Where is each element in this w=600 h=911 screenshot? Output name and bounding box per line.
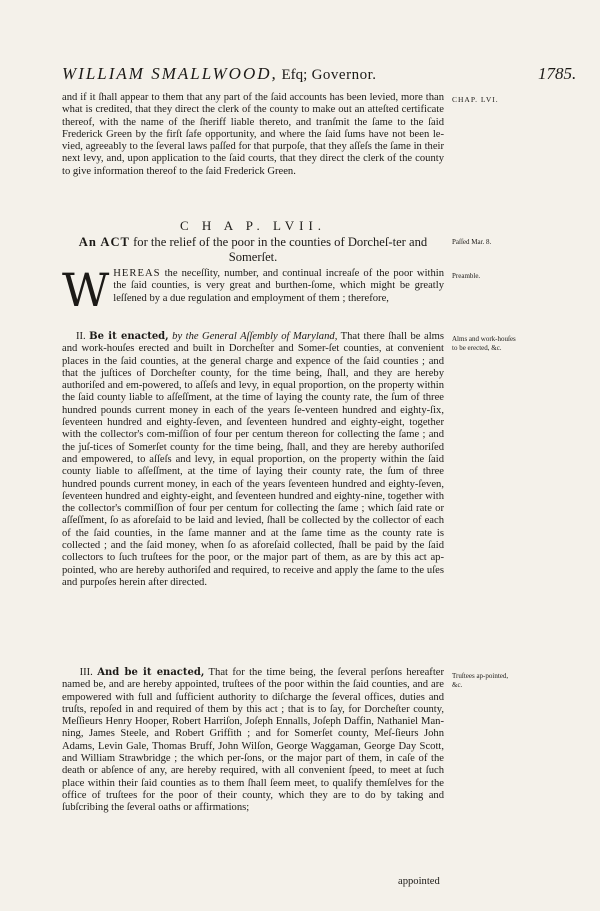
margin-note-chap-56: CHAP. LVI. bbox=[452, 95, 499, 104]
header-governor: Governor. bbox=[307, 67, 377, 83]
margin-note-preamble: Preamble. bbox=[452, 272, 481, 280]
header-name: WILLIAM SMALLWOOD, bbox=[62, 64, 278, 83]
preamble-lead: HEREAS bbox=[113, 268, 161, 279]
page-number: 1785. bbox=[538, 64, 577, 83]
section-2-enact: Be it enacted, bbox=[89, 331, 169, 342]
header-esq: Efq; bbox=[277, 67, 308, 83]
running-header bbox=[62, 64, 502, 84]
act-title-lead: An ACT bbox=[78, 235, 130, 249]
section-3-enact: And be it enacted, bbox=[97, 667, 205, 678]
chapter-title: C H A P. LVII. bbox=[179, 218, 327, 233]
preamble-text: the neceſſity, number, and continual increaſe of the poor within the ſaid counties, is very great and burthen-ſome, which might be greatly leſſened by a due regulation and employment of them ; therefore, bbox=[113, 268, 444, 304]
section-3 bbox=[62, 667, 444, 815]
section-3-text: That for the time being, the ſeveral perſons hereafter named be, and are hereby appointed, truſtees of the poor within the ſaid counties, and are empowered with full and ſufficient authority to diſcharge the ſeveral offices, duties and truſts, repoſed in and required of them by this act ; that is to ſay, for Dorcheſter county, Meſſieurs Henry Hooper, Robert Harriſon, Joſeph Ennalls, Joſeph Daffin, Nathaniel Man-ning, James Steele, and Robert Griffith ; and for Somerſet county, Meſ-ſieurs John Adams, Levin Gale, Thomas Bruff, John Wilſon, George Waggaman, George Day Scott, and William Strawbridge ; the which per-ſons, or the major part of them, in caſe of the death or abſence of any, are hereby required, with all convenient ſpeed, to meet at ſuch place within their ſaid counties as to them ſhall ſeem meet, to qualify themſelves for the office of truſtees for the poor of their county, which they are to do by taking and ſubſcribing the ſeveral oaths or affirmations; bbox=[62, 667, 445, 814]
margin-note-alms: Alms and work-houſes to be erected, &c. bbox=[452, 335, 516, 352]
margin-note-passed: Paſſed Mar. 8. bbox=[452, 238, 492, 246]
section-3-number: III. bbox=[79, 667, 93, 678]
catchword: appointed bbox=[398, 876, 440, 887]
act-title-text: for the relief of the poor in the counties of Dorcheſ-ter and Somerſet. bbox=[129, 235, 428, 264]
section-2-text: That there ſhall be alms and work-houſes erected and built in Dorcheſter and Somer-ſet counties, at convenient places in the ſaid counties, at the general charge and expence of the ſaid counties ; and that the juſtices of Dorcheſter county, for the time being, ſhall, and they are hereby authoriſed and em-powered, to aſſeſs and levy, in equal proportion, on the property within the ſaid county liable to aſſeſſment, at the time of laying the county rate, the ſum of three hundred pounds current money in each of the years ſe-venteen hundred and eighty-ſix, ſeventeen hundred and eighty-ſeven, and ſeventeen hundred and eighty-eight, together with the collector's com-miſſion of four per centum thereon for collecting the ſame ; and the juſ-tices of Somerſet county for the time being, ſhall, and they are hereby authoriſed and empowered, to aſſeſs and levy, in equal proportion, on the property within the ſaid county liable to aſſeſſment, at the time of laying their county rate, the ſum of three hundred pounds current money, in each of the years ſeventeen hundred and eighty-ſeven, ſeventeen hundred and eighty-eight, and ſeventeen hundred and eighty-nine, together with the collector's commiſſion of four per centum for collecting the ſame ; which ſaid rate or aſſeſſment, ſo as aforeſaid to be laid and levied, ſhall be collected by the collector of each of the ſaid counties, in the ſame manner and at the ſame time as the county rate is collected ; and the ſaid money, when ſo as aforeſaid collected, ſhall be paid by the ſaid collectors to ſuch truſtees for the poor, or the major part of them, as are by this act ap-pointed, who are hereby authoriſed and required, to receive and apply the ſame to the uſes and purpoſes herein after directed. bbox=[62, 331, 444, 588]
drop-cap: W bbox=[62, 263, 110, 317]
margin-note-trustees: Truſtees ap-pointed, &c. bbox=[452, 672, 509, 689]
intro-paragraph: and if it ſhall appear to them that any part of the ſaid accounts has been levied, more than what is credited, that they direct the clerk of the county to make out an atteſted certificate thereof, with the name of the ſheriff liable thereto, and tranſmit the ſame to the ſaid Frederick Green by the firſt ſafe opportunity, and where the ſaid ſums have not been le-vied, agreeably to the ſeveral laws paſſed for that purpoſe, that they aſſeſs the ſame in their next levy, and, upon application to the ſaid courts, that they direct the clerk of the county to give information thereof to the ſaid Frederick Green. bbox=[62, 92, 444, 177]
preamble bbox=[62, 263, 444, 317]
section-2-number: II. bbox=[75, 331, 86, 342]
section-2 bbox=[62, 331, 444, 589]
section-2-assembly: by the General Aſſembly of Maryland, bbox=[168, 331, 338, 342]
act-title bbox=[62, 235, 444, 265]
